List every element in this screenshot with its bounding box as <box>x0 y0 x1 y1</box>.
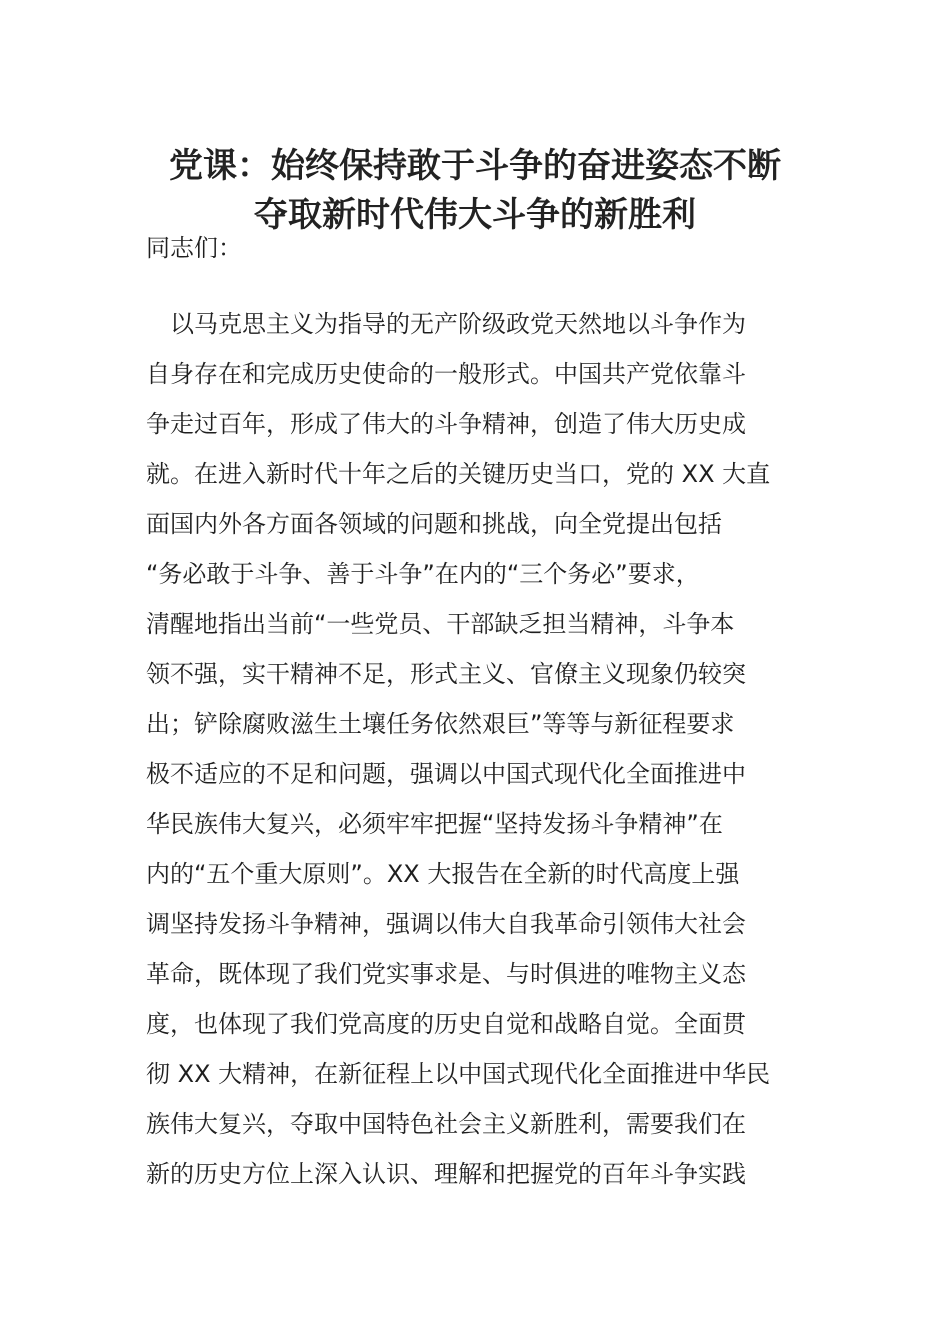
document-title-line-2: 夺取新时代伟大斗争的新胜利 <box>254 195 696 235</box>
body-line: 新的历史方位上深入认识、理解和把握党的百年斗争实践 <box>146 1160 746 1188</box>
body-line: 族伟大复兴，夺取中国特色社会主义新胜利，需要我们在 <box>146 1110 746 1138</box>
body-line: 革命，既体现了我们党实事求是、与时俱进的唯物主义态 <box>146 960 746 988</box>
body-line: 华民族伟大复兴，必须牢牢把握“坚持发扬斗争精神”在 <box>146 810 723 838</box>
body-line: 争走过百年，形成了伟大的斗争精神，创造了伟大历史成 <box>146 410 746 438</box>
body-line: 度，也体现了我们党高度的历史自觉和战略自觉。全面贯 <box>146 1010 746 1038</box>
body-line: 自身存在和完成历史使命的一般形式。中国共产党依靠斗 <box>146 360 746 388</box>
body-line: “务必敢于斗争、善于斗争”在内的“三个务必”要求， <box>146 560 700 588</box>
body-line: 面国内外各方面各领域的问题和挑战，向全党提出包括 <box>146 510 722 538</box>
body-line: 就。在进入新时代十年之后的关键历史当口，党的 XX 大直 <box>146 460 771 488</box>
body-line: 领不强，实干精神不足，形式主义、官僚主义现象仍较突 <box>146 660 746 688</box>
body-line: 调坚持发扬斗争精神，强调以伟大自我革命引领伟大社会 <box>146 910 746 938</box>
body-line: 彻 XX 大精神，在新征程上以中国式现代化全面推进中华民 <box>146 1060 771 1088</box>
body-line: 以马克思主义为指导的无产阶级政党天然地以斗争作为 <box>170 310 746 338</box>
document-title-line-1: 党课：始终保持敢于斗争的奋进姿态不断 <box>169 146 781 186</box>
body-line: 清醒地指出当前“一些党员、干部缺乏担当精神，斗争本 <box>146 610 735 638</box>
salutation: 同志们： <box>146 234 242 262</box>
body-line: 极不适应的不足和问题，强调以中国式现代化全面推进中 <box>146 760 746 788</box>
body-line: 出；铲除腐败滋生土壤任务依然艰巨”等等与新征程要求 <box>146 710 735 738</box>
body-line: 内的“五个重大原则”。XX 大报告在全新的时代高度上强 <box>146 860 740 888</box>
